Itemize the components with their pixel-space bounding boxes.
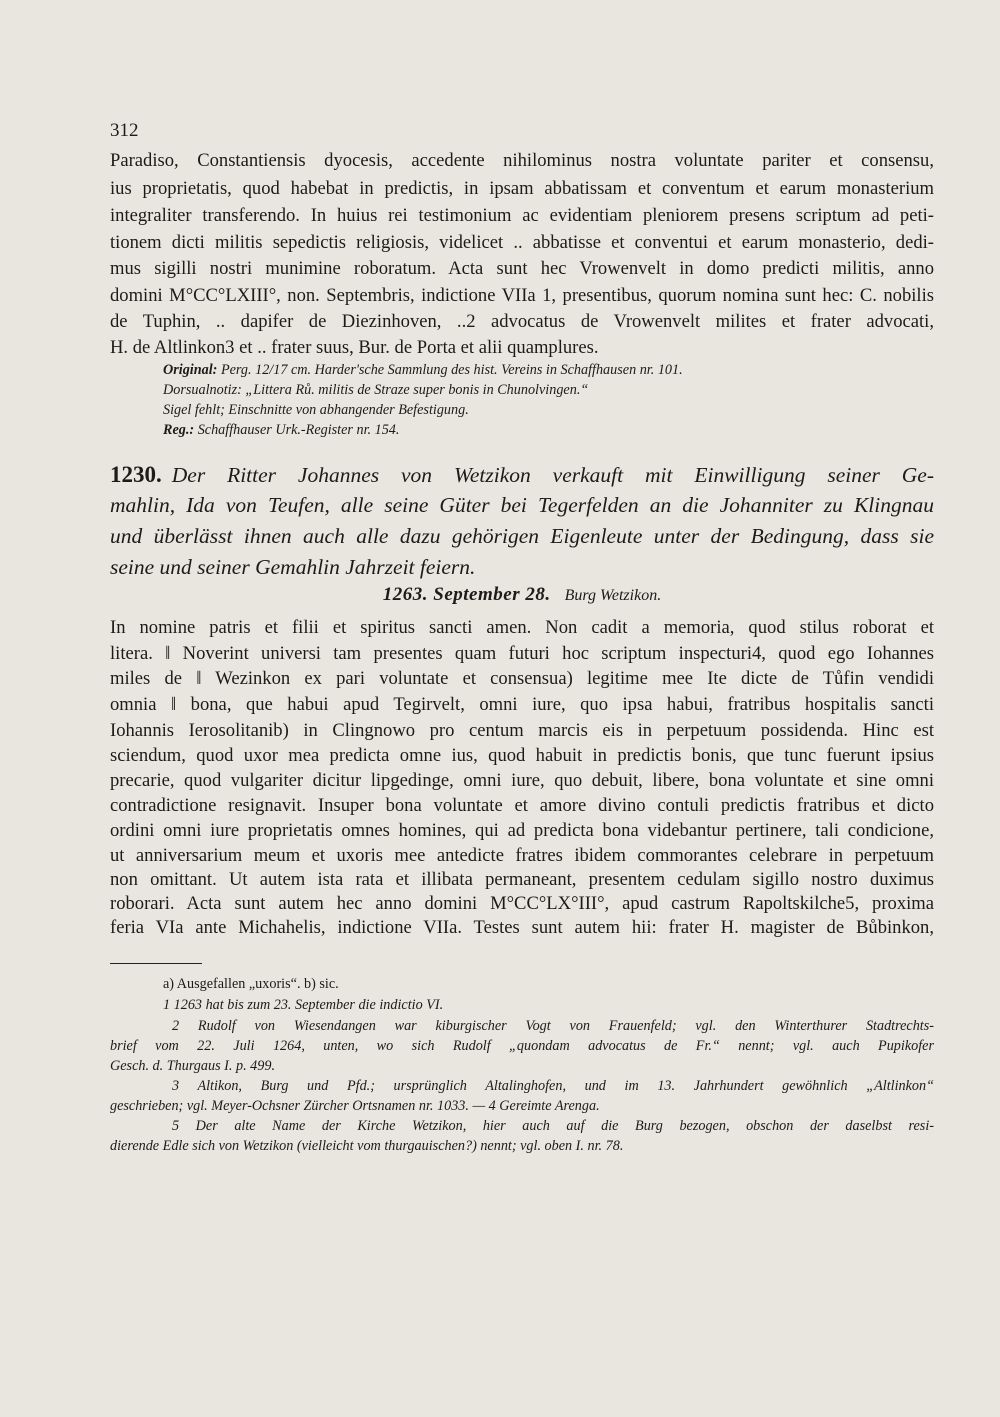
prev-text-line: integraliter transferendo. In huius rei testimonium ac evidentiam pleniorem presens scriptum ad peti- bbox=[110, 205, 934, 226]
footnote: Gesch. d. Thurgaus I. p. 499. bbox=[110, 1058, 275, 1074]
charter-text-line: In nomine patris et filii et spiritus sancti amen. Non cadit a memoria, quod stilus roborat et bbox=[110, 617, 934, 638]
page-number: 312 bbox=[110, 120, 139, 141]
charter-text-line: omnia ‖ bona, que habui apud Tegirvelt, omni iure, quo ipsa habui, fratribus hospitalis sancti bbox=[110, 694, 934, 715]
charter-text-line: Iohannis Ierosolitanib) in Clingnowo pro centum marcis eis in perpetuum possidenda. Hinc est bbox=[110, 720, 934, 741]
charter-text-line: roborari. Acta sunt autem hec anno domini M°CC°LX°III°, apud castrum Rapoltskilche5, proxima bbox=[110, 893, 934, 914]
charter-text-line: miles de ‖ Wezinkon ex pari voluntate et consensua) legitime mee Ite dicte de Tůfin vendidi bbox=[110, 668, 934, 689]
footnote: 3 Altikon, Burg und Pfd.; ursprünglich Altalinghofen, und im 13. Jahrhundert gewöhnlich „Altlinkon“ bbox=[172, 1078, 934, 1094]
charter-text-line: contradictione resignavit. Insuper bona voluntate et amore divino contuli predictis fratribus et dicto bbox=[110, 795, 934, 816]
source-note bbox=[163, 360, 683, 380]
entry-number: 1230. bbox=[110, 462, 162, 487]
entry-place: Burg Wetzikon. bbox=[564, 587, 662, 604]
prev-text-line: de Tuphin, .. dapifer de Diezinhoven, ..2 advocatus de Vrowenvelt milites et frater advocati, bbox=[110, 311, 934, 332]
entry-summary-line: seine und seiner Gemahlin Jahrzeit feiern. bbox=[110, 555, 476, 579]
dorsal-note-text: „Littera Rů. militis de Straze super bonis in Chunolvingen.“ bbox=[245, 382, 589, 398]
entry-date: 1263. September 28. bbox=[382, 584, 551, 605]
prev-text-line: Paradiso, Constantiensis dyocesis, accedente nihilominus nostra voluntate pariter et consensu, bbox=[110, 150, 934, 171]
charter-text-line: ordini omni iure proprietatis omnes homines, qui ad predicta bona videbantur pertinere, tali condicione, bbox=[110, 820, 934, 841]
entry-dateline bbox=[110, 584, 934, 606]
charter-text-line: feria VIa ante Michahelis, indictione VIIa. Testes sunt autem hii: frater H. magister de Bůbinkon, bbox=[110, 917, 934, 938]
register-note-text: Schaffhauser Urk.-Register nr. 154. bbox=[197, 422, 400, 438]
prev-text-line: domini M°CC°LXIII°, non. Septembris, indictione VIIa 1, presentibus, quorum nomina sunt hec: C. nobilis bbox=[110, 285, 934, 306]
footnote: 1 1263 hat bis zum 23. September die indictio VI. bbox=[163, 997, 444, 1013]
charter-text-line: non omittant. Ut autem ista rata et illibata permaneant, presentem cedulam sigillo nostro duximus bbox=[110, 869, 934, 890]
source-note-label: Original: bbox=[163, 362, 218, 378]
entry-summary-line bbox=[110, 459, 934, 491]
entry-summary-text: Der Ritter Johannes von Wetzikon verkauft mit Einwilligung seiner Ge- bbox=[171, 463, 934, 487]
footnote: brief vom 22. Juli 1264, unten, wo sich Rudolf „quondam advocatus de Fr.“ nennt; vgl. auch Pupikofer bbox=[110, 1038, 934, 1054]
charter-text-line: precarie, quod vulgariter dicitur lipgedinge, omni iure, quo debuit, libere, bona voluntate et sine omni bbox=[110, 770, 934, 791]
entry-summary-line: mahlin, Ida von Teufen, alle seine Güter bei Tegerfelden an die Johanniter zu Klingnau bbox=[110, 493, 934, 517]
dorsal-note bbox=[163, 380, 588, 400]
prev-text-line: H. de Altlinkon3 et .. frater suus, Bur. de Porta et alii quamplures. bbox=[110, 337, 599, 358]
dorsal-note-label: Dorsualnotiz: bbox=[163, 382, 242, 398]
register-note bbox=[163, 420, 399, 440]
footnote-separator bbox=[110, 963, 202, 964]
footnote: dierende Edle sich von Wetzikon (vielleicht vom thurgauischen?) nennt; vgl. oben I. nr. 78. bbox=[110, 1138, 624, 1154]
footnote: geschrieben; vgl. Meyer-Ochsner Zürcher Ortsnamen nr. 1033. — 4 Gereimte Arenga. bbox=[110, 1098, 600, 1114]
source-note-text: Perg. 12/17 cm. Harder'sche Sammlung des hist. Vereins in Schaffhausen nr. 101. bbox=[220, 362, 683, 378]
entry-summary-line: und überlässt ihnen auch alle dazu gehörigen Eigenleute unter der Bedingung, dass sie bbox=[110, 524, 934, 548]
footnote: 5 Der alte Name der Kirche Wetzikon, hier auch auf die Burg bezogen, obschon der daselbst resi- bbox=[172, 1118, 934, 1134]
seal-note bbox=[163, 400, 469, 420]
footnote: 2 Rudolf von Wiesendangen war kiburgischer Vogt von Frauenfeld; vgl. den Winterthurer Stadtrechts- bbox=[172, 1018, 934, 1034]
register-note-label: Reg.: bbox=[163, 422, 195, 438]
charter-text-line: sciendum, quod uxor mea predicta omne ius, quod habuit in predictis bonis, que tunc fuerunt ipsius bbox=[110, 745, 934, 766]
charter-text-line: litera. ‖ Noverint universi tam presentes quam futuri hoc scriptum inspecturi4, quod ego Iohannes bbox=[110, 643, 934, 664]
prev-text-line: ius proprietatis, quod habebat in predictis, in ipsam abbatissam et conventum et earum monasterium bbox=[110, 178, 934, 199]
prev-text-line: mus sigilli nostri munimine roboratum. Acta sunt hec Vrowenvelt in domo predicti militis, anno bbox=[110, 258, 934, 279]
seal-note-text: Sigel fehlt; Einschnitte von abhangender Befestigung. bbox=[163, 402, 469, 418]
prev-text-line: tionem dicti militis sepedictis religiosis, videlicet .. abbatisse et conventui et earum monasterio, dedi- bbox=[110, 232, 934, 253]
charter-text-line: ut anniversarium meum et uxoris mee antedicte fratres ibidem commorantes celebrare in perpetuum bbox=[110, 845, 934, 866]
footnote: a) Ausgefallen „uxoris“. b) sic. bbox=[163, 976, 339, 992]
